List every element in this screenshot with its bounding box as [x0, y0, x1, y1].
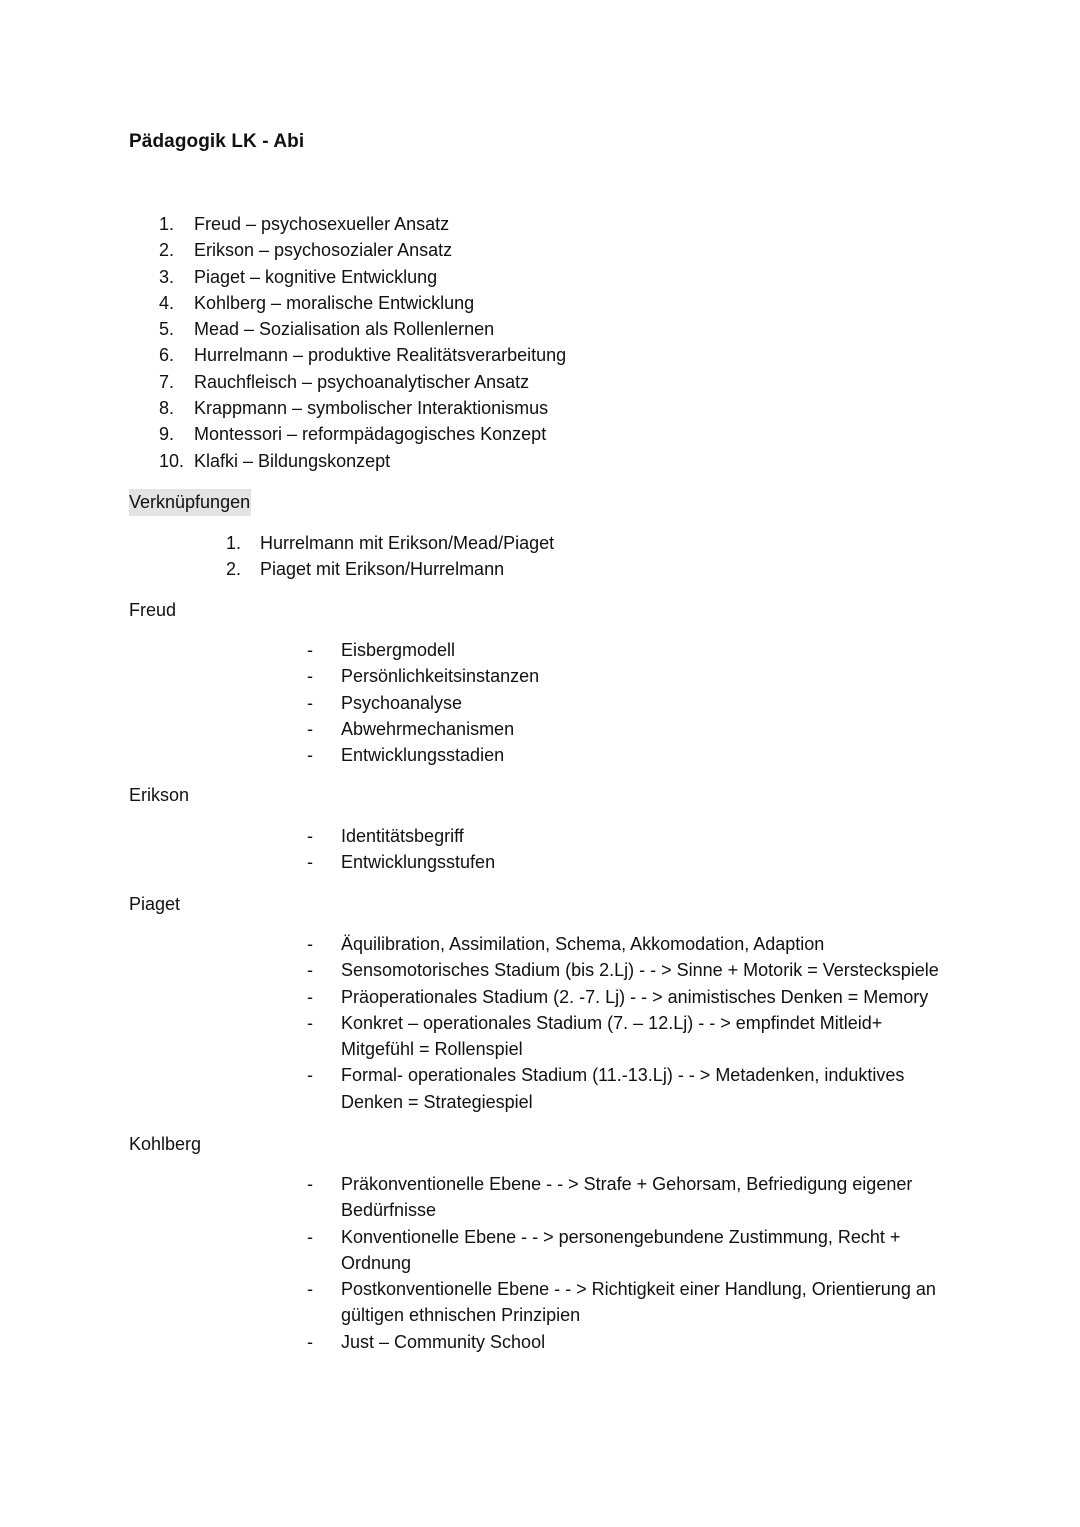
list-item — [129, 264, 829, 290]
bullet-dash: - — [307, 934, 313, 954]
list-number: 1. — [159, 214, 175, 234]
piaget-bullet-list — [307, 931, 947, 1115]
list-item-text: Äquilibration, Assimilation, Schema, Akkomodation, Adaption — [341, 934, 825, 954]
bullet-dash: - — [307, 640, 313, 660]
list-item-text: Persönlichkeitsinstanzen — [341, 666, 540, 687]
list-item-text: Krappmann – symbolischer Interaktionismus — [194, 398, 549, 419]
list-item — [307, 931, 947, 957]
list-number: 2. — [159, 240, 175, 261]
bullet-dash: - — [307, 1174, 313, 1194]
list-number: 1. — [226, 533, 242, 553]
section-heading-erikson: Erikson — [129, 785, 190, 805]
list-item — [129, 369, 829, 395]
list-item — [307, 1062, 947, 1115]
list-item-text: Postkonventionelle Ebene - - > Richtigkeit einer Handlung, Orientierung an gültigen ethnischen Prinzipien — [341, 1279, 936, 1326]
list-item-text: Just – Community School — [341, 1331, 546, 1352]
bullet-dash: - — [307, 692, 313, 713]
list-number: 6. — [159, 345, 175, 366]
list-item — [129, 448, 829, 474]
bullet-dash: - — [307, 1065, 313, 1086]
list-item-text: Freud – psychosexueller Ansatz — [194, 214, 450, 234]
list-item-text: Montessori – reformpädagogisches Konzept — [194, 424, 547, 445]
bullet-dash: - — [307, 852, 313, 873]
list-number: 8. — [159, 398, 175, 419]
list-item-text: Erikson – psychosozialer Ansatz — [194, 240, 453, 261]
bullet-dash: - — [307, 826, 313, 846]
list-item-text: Kohlberg – moralische Entwicklung — [194, 292, 475, 313]
freud-bullet-list — [307, 637, 957, 768]
list-item — [307, 716, 957, 742]
bullet-dash: - — [307, 1331, 313, 1352]
list-item-text: Psychoanalyse — [341, 692, 463, 713]
list-item — [129, 395, 829, 421]
kohlberg-bullet-list — [307, 1171, 957, 1355]
list-item — [307, 637, 957, 663]
page-title: Pädagogik LK - Abi — [129, 131, 305, 152]
list-item-text: Konventionelle Ebene - - > personengebundene Zustimmung, Recht + Ordnung — [341, 1226, 901, 1273]
list-item — [226, 556, 554, 582]
list-item — [307, 1171, 957, 1224]
list-item — [307, 663, 957, 689]
erikson-bullet-list — [307, 823, 957, 876]
list-item-text: Formal- operationales Stadium (11.-13.Lj) - - > Metadenken, induktives Denken = Strategiespiel — [341, 1065, 905, 1112]
list-number: 9. — [159, 424, 175, 445]
list-item-text: Präoperationales Stadium (2. -7. Lj) - - > animistisches Denken = Memory — [341, 986, 929, 1007]
section-heading-freud: Freud — [129, 600, 177, 620]
bullet-dash: - — [307, 1012, 313, 1033]
links-heading: Verknüpfungen — [129, 489, 251, 516]
bullet-dash: - — [307, 986, 313, 1007]
list-item-text: Rauchfleisch – psychoanalytischer Ansatz — [194, 371, 530, 392]
list-item-text: Sensomotorisches Stadium (bis 2.Lj) - - > Sinne + Motorik = Versteckspiele — [341, 960, 939, 981]
list-item — [307, 1329, 957, 1355]
list-item — [129, 211, 829, 237]
list-item-text: Eisbergmodell — [341, 640, 456, 660]
list-number: 5. — [159, 319, 175, 340]
bullet-dash: - — [307, 1279, 313, 1300]
section-heading-piaget: Piaget — [129, 894, 181, 914]
list-item-text: Entwicklungsstufen — [341, 852, 496, 873]
links-list — [226, 530, 554, 583]
list-item-text: Konkret – operationales Stadium (7. – 12.Lj) - - > empfindet Mitleid+ Mitgefühl = Rollenspiel — [341, 1012, 883, 1060]
list-item — [307, 1276, 957, 1329]
list-item — [307, 1224, 957, 1277]
list-item-text: Klafki – Bildungskonzept — [194, 450, 391, 471]
list-item — [307, 957, 947, 983]
list-item — [307, 742, 957, 768]
list-number: 10. — [159, 450, 185, 471]
list-item — [307, 849, 957, 875]
list-item-text: Piaget – kognitive Entwicklung — [194, 266, 438, 287]
list-item — [226, 530, 554, 556]
list-item — [307, 690, 957, 716]
list-item-text: Piaget mit Erikson/Hurrelmann — [260, 559, 505, 580]
bullet-dash: - — [307, 1226, 313, 1247]
list-number: 7. — [159, 371, 175, 392]
bullet-dash: - — [307, 718, 313, 739]
list-item — [129, 342, 829, 368]
list-item — [307, 1010, 947, 1063]
list-item-text: Hurrelmann mit Erikson/Mead/Piaget — [260, 533, 555, 553]
bullet-dash: - — [307, 960, 313, 981]
list-item-text: Mead – Sozialisation als Rollenlernen — [194, 319, 495, 340]
list-item — [307, 984, 947, 1010]
list-item-text: Präkonventionelle Ebene - - > Strafe + Gehorsam, Befriedigung eigener Bedürfnisse — [341, 1174, 913, 1221]
list-item — [129, 237, 829, 263]
list-item — [129, 290, 829, 316]
bullet-dash: - — [307, 745, 313, 766]
theories-list — [129, 211, 829, 474]
section-heading-kohlberg: Kohlberg — [129, 1134, 202, 1154]
list-item-text: Abwehrmechanismen — [341, 718, 515, 739]
list-number: 2. — [226, 559, 242, 580]
list-item — [307, 823, 957, 849]
list-item-text: Entwicklungsstadien — [341, 745, 505, 766]
list-item — [129, 316, 829, 342]
bullet-dash: - — [307, 666, 313, 687]
list-number: 4. — [159, 292, 175, 313]
list-item — [129, 421, 829, 447]
list-item-text: Identitätsbegriff — [341, 826, 464, 846]
list-item-text: Hurrelmann – produktive Realitätsverarbeitung — [194, 345, 567, 366]
list-number: 3. — [159, 266, 175, 287]
